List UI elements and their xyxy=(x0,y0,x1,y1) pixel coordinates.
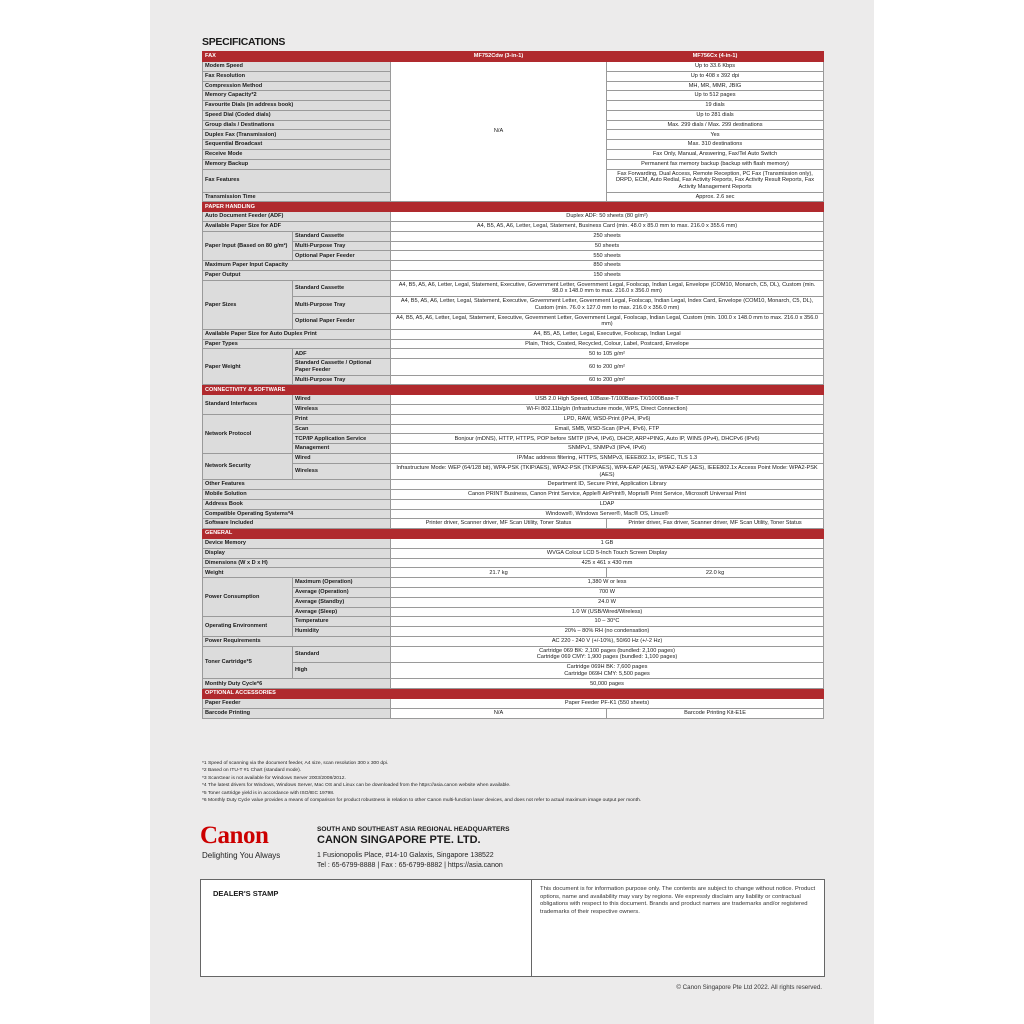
table-row xyxy=(203,509,824,519)
row-value: 1.0 W (USB/Wired/Wireless) xyxy=(391,607,824,617)
sub-label: ADF xyxy=(293,349,391,359)
row-value: 50,000 pages xyxy=(391,679,824,689)
table-row xyxy=(203,231,824,241)
row-label: Address Book xyxy=(203,499,391,509)
row-value: Max. 299 dials / Max. 299 destinations xyxy=(607,120,824,130)
table-row xyxy=(203,222,824,232)
row-value: 10 – 30°C xyxy=(391,617,824,627)
table-row xyxy=(203,424,824,434)
row-label: Available Paper Size for Auto Duplex Print xyxy=(203,329,391,339)
row-value: A4, B5, A5, A6, Letter, Legal, Statement, Executive, Government Letter, Government Legal, Foolscap, Indian Legal, Custom (min. 100.0 x 148.0 mm to max. 216.0 x 356.0 mm) xyxy=(391,313,824,329)
row-label: Duplex Fax (Transmission) xyxy=(203,130,391,140)
sub-label: Management xyxy=(293,444,391,454)
row-value: A4, B5, A5, A6, Letter, Legal, Statement, Executive, Government Letter, Government Legal, Foolscap, Indian Legal, Envelope (COM10, Monarch, C5, DL), Custom (min. 98.0 x 148.0 mm to max. 216.0 x 356.0 mm) xyxy=(391,280,824,296)
row-value: Bonjour (mDNS), HTTP, HTTPS, POP before SMTP (IPv4, IPv6), DHCP, ARP+PING, Auto IP, WINS (IPv4), DHCPv6 (IPv6) xyxy=(391,434,824,444)
table-row xyxy=(203,679,824,689)
table-row xyxy=(203,539,824,549)
row-label: Dimensions (W x D x H) xyxy=(203,558,391,568)
section-header-connectivity xyxy=(203,385,824,395)
table-row xyxy=(203,375,824,385)
toner-line: Cartridge 069 BK: 2,100 pages (bundled: 2,100 pages) xyxy=(539,647,675,654)
dealer-stamp-label: DEALER'S STAMP xyxy=(213,889,279,898)
table-row xyxy=(203,548,824,558)
sub-label: Standard Cassette xyxy=(293,280,391,296)
row-value: 24.0 W xyxy=(391,597,824,607)
sub-label: Average (Sleep) xyxy=(293,607,391,617)
row-value: 700 W xyxy=(391,587,824,597)
row-value xyxy=(391,646,824,662)
row-value: Up to 281 dials xyxy=(607,110,824,120)
footnote: *5 Toner cartridge yield is in accordance with ISO/IEC 19798. xyxy=(202,790,335,796)
table-row xyxy=(203,597,824,607)
row-value: Max. 310 destinations xyxy=(607,140,824,150)
row-label: Memory Capacity*2 xyxy=(203,91,391,101)
row-label: Display xyxy=(203,548,391,558)
row-label: Compatible Operating Systems*4 xyxy=(203,509,391,519)
row-label: Barcode Printing xyxy=(203,708,391,718)
disclaimer-text: This document is for information purpose only. The contents are subject to change without notice. Product options, name and availability may vary by regions. We expressly disclaim any liability or contractual obligations with respect to this document. Brands and product names are trademarks and/or registered trademarks of their respective owners. xyxy=(540,886,816,915)
row-value: SNMPv1, SNMPv3 (IPv4, IPv6) xyxy=(391,444,824,454)
row-value: Yes xyxy=(607,130,824,140)
copyright: © Canon Singapore Pte Ltd 2022. All rights reserved. xyxy=(676,984,822,991)
table-row xyxy=(203,607,824,617)
sub-label: Multi-Purpose Tray xyxy=(293,375,391,385)
row-value: A4, B5, A5, Letter, Legal, Executive, Foolscap, Indian Legal xyxy=(391,329,824,339)
table-row xyxy=(203,280,824,296)
table-row xyxy=(203,646,824,662)
row-value: 19 dials xyxy=(607,101,824,111)
row-label: Power Requirements xyxy=(203,636,391,646)
table-row xyxy=(203,212,824,222)
row-value: Up to 33.6 Kbps xyxy=(607,61,824,71)
row-label: Other Features xyxy=(203,480,391,490)
sub-label: Humidity xyxy=(293,627,391,637)
row-value: Plain, Thick, Coated, Recycled, Colour, Label, Postcard, Envelope xyxy=(391,339,824,349)
row-value xyxy=(391,663,824,679)
row-value: A4, B5, A5, A6, Letter, Legal, Statement, Business Card (min. 48.0 x 85.0 mm to max. 216.0 x 355.6 mm) xyxy=(391,222,824,232)
row-value-mf756cx: Printer driver, Fax driver, Scanner driver, MF Scan Utility, Toner Status xyxy=(607,519,824,529)
row-value: Department ID, Secure Print, Application Library xyxy=(391,480,824,490)
section-title: PAPER HANDLING xyxy=(203,202,824,212)
table-row xyxy=(203,699,824,709)
sub-label: Multi-Purpose Tray xyxy=(293,241,391,251)
sub-label: Standard Cassette xyxy=(293,231,391,241)
row-label: Device Memory xyxy=(203,539,391,549)
group-label: Paper Sizes xyxy=(203,280,293,329)
row-label: Auto Document Feeder (ADF) xyxy=(203,212,391,222)
section-title: OPTIONAL ACCESSORIES xyxy=(203,689,824,699)
toner-line: Cartridge 069H CMY: 5,500 pages xyxy=(564,670,650,677)
row-value: 60 to 200 g/m² xyxy=(391,359,824,375)
divider xyxy=(531,880,532,976)
row-label: Paper Output xyxy=(203,270,391,280)
row-value: LPD, RAW, WSD-Print (IPv4, IPv6) xyxy=(391,414,824,424)
row-value: 1,380 W or less xyxy=(391,578,824,588)
row-value: Approx. 2.6 sec xyxy=(607,192,824,202)
row-value: Paper Feeder PF-K1 (550 sheets) xyxy=(391,699,824,709)
table-row xyxy=(203,454,824,464)
table-row xyxy=(203,444,824,454)
sub-label: Multi-Purpose Tray xyxy=(293,297,391,313)
table-row xyxy=(203,558,824,568)
row-label: Receive Mode xyxy=(203,150,391,160)
sub-label: Optional Paper Feeder xyxy=(293,313,391,329)
page-title: SPECIFICATIONS xyxy=(202,36,286,48)
sub-label: Average (Standby) xyxy=(293,597,391,607)
row-label: Maximum Paper Input Capacity xyxy=(203,261,391,271)
table-row xyxy=(203,636,824,646)
row-label: Sequential Broadcast xyxy=(203,140,391,150)
row-value: Wi-Fi 802.11b/g/n (Infrastructure mode, WPS, Direct Connection) xyxy=(391,405,824,415)
company-contact: Tel : 65-6799-8888 | Fax : 65-6799-8882 | https://asia.canon xyxy=(317,862,503,869)
sub-label: Maximum (Operation) xyxy=(293,578,391,588)
row-value: MH, MR, MMR, JBIG xyxy=(607,81,824,91)
table-row xyxy=(203,349,824,359)
table-row xyxy=(203,708,824,718)
sub-label: Wireless xyxy=(293,405,391,415)
row-label: Monthly Duty Cycle*6 xyxy=(203,679,391,689)
tagline: Delighting You Always xyxy=(202,851,281,860)
row-label: Paper Feeder xyxy=(203,699,391,709)
row-value-mf752cdw: N/A xyxy=(391,708,607,718)
footnote: *3 ScanGear is not available for Windows Server 2003/2008/2012. xyxy=(202,775,346,781)
table-row xyxy=(203,313,824,329)
row-value-mf756cx: Barcode Printing Kit-E1E xyxy=(607,708,824,718)
table-row xyxy=(203,270,824,280)
table-row xyxy=(203,359,824,375)
table-row xyxy=(203,61,824,71)
row-value: Infrastructure Mode: WEP (64/128 bit), WPA-PSK (TKIP/AES), WPA2-PSK (TKIP/AES), WPA-EAP (AES), WPA2-EAP (AES), IEEE802.1x Access Point Mode: WPA2-PSK (AES) xyxy=(391,463,824,479)
row-label: Software Included xyxy=(203,519,391,529)
row-label: Memory Backup xyxy=(203,159,391,169)
spec-table xyxy=(202,51,824,719)
table-row xyxy=(203,663,824,679)
row-value: 550 sheets xyxy=(391,251,824,261)
sub-label: TCP/IP Application Service xyxy=(293,434,391,444)
sub-label: Wireless xyxy=(293,463,391,479)
spec-sheet-page xyxy=(150,0,874,1024)
row-label: Mobile Solution xyxy=(203,489,391,499)
row-value: Up to 408 x 392 dpi xyxy=(607,71,824,81)
column-header-mf756cx: MF756Cx (4-in-1) xyxy=(607,52,824,62)
table-row xyxy=(203,480,824,490)
group-label: Paper Weight xyxy=(203,349,293,385)
footnote: *1 Speed of scanning via the document feeder, A4 size, scan resolution 300 x 300 dpi. xyxy=(202,761,389,766)
section-header-fax xyxy=(203,52,824,62)
table-row xyxy=(203,261,824,271)
table-row xyxy=(203,395,824,405)
table-row xyxy=(203,463,824,479)
sub-label: High xyxy=(293,663,391,679)
fax-na-value: N/A xyxy=(391,61,607,201)
toner-line: Cartridge 069 CMY: 1,900 pages (bundled: 1,100 pages) xyxy=(536,654,678,661)
row-value: Email, SMB, WSD-Scan (IPv4, IPv6), FTP xyxy=(391,424,824,434)
row-value: 60 to 200 g/m² xyxy=(391,375,824,385)
row-value: 250 sheets xyxy=(391,231,824,241)
sub-label: Average (Operation) xyxy=(293,587,391,597)
toner-line: Cartridge 069H BK: 7,600 pages xyxy=(566,664,648,671)
row-label: Favourite Dials (in address book) xyxy=(203,101,391,111)
group-label: Network Security xyxy=(203,454,293,480)
row-value: 20% – 80% RH (no condensation) xyxy=(391,627,824,637)
row-value-mf756cx: 22.0 kg xyxy=(607,568,824,578)
row-value: AC 220 - 240 V (+/-10%), 50/60 Hz (+/-2 Hz) xyxy=(391,636,824,646)
row-value: 50 sheets xyxy=(391,241,824,251)
row-value: Permanent fax memory backup (backup with flash memory) xyxy=(607,159,824,169)
canon-logo: Canon xyxy=(200,822,269,849)
table-row xyxy=(203,489,824,499)
hq-heading: SOUTH AND SOUTHEAST ASIA REGIONAL HEADQUARTERS xyxy=(317,826,510,833)
row-label: Transmission Time xyxy=(203,192,391,202)
row-value: Duplex ADF: 50 sheets (80 g/m²) xyxy=(391,212,824,222)
dealer-stamp-box xyxy=(200,879,825,977)
table-row xyxy=(203,251,824,261)
sub-label: Standard xyxy=(293,646,391,662)
row-label: Weight xyxy=(203,568,391,578)
row-value: Canon PRINT Business, Canon Print Service, Apple® AirPrint®, Mopria® Print Service, Microsoft Universal Print xyxy=(391,489,824,499)
group-label: Standard Interfaces xyxy=(203,395,293,415)
table-row xyxy=(203,241,824,251)
row-value: LDAP xyxy=(391,499,824,509)
row-value: IP/Mac address filtering, HTTPS, SNMPv3, IEEE802.1x, IPSEC, TLS 1.3 xyxy=(391,454,824,464)
table-row xyxy=(203,617,824,627)
section-title: GENERAL xyxy=(203,529,824,539)
row-value: A4, B5, A5, A6, Letter, Legal, Statement, Executive, Government Letter, Government Legal, Foolscap, Indian Legal, Index Card, Envelope (COM10, Monarch, C5, DL), Custom (min. 76.0 x 127.0 mm to max. 216.0 x 356.0 mm) xyxy=(391,297,824,313)
footnote: *6 Monthly Duty Cycle value provides a means of comparison for product robustness in relation to other Canon multi-function laser devices, and does not refer to actual maximum image output per month. xyxy=(202,798,642,804)
row-value: 150 sheets xyxy=(391,270,824,280)
table-row xyxy=(203,297,824,313)
footnote: *4 The latest drivers for Windows, Windows Server, Mac OS and Linux can be downloaded from the https://asia.canon website when available. xyxy=(202,783,511,789)
section-header-general xyxy=(203,529,824,539)
sub-label: Standard Cassette / Optional Paper Feeder xyxy=(293,359,391,375)
group-label: Network Protocol xyxy=(203,414,293,453)
row-value-mf752cdw: 21.7 kg xyxy=(391,568,607,578)
group-label: Toner Cartridge*5 xyxy=(203,646,293,679)
table-row xyxy=(203,627,824,637)
row-value: 850 sheets xyxy=(391,261,824,271)
table-row xyxy=(203,329,824,339)
row-value: 50 to 105 g/m² xyxy=(391,349,824,359)
table-row xyxy=(203,587,824,597)
section-title: FAX xyxy=(203,52,391,62)
section-title: CONNECTIVITY & SOFTWARE xyxy=(203,385,824,395)
sub-label: Wired xyxy=(293,395,391,405)
table-row xyxy=(203,519,824,529)
section-header-optional-accessories xyxy=(203,689,824,699)
row-value: Fax Only, Manual, Answering, Fax/Tel Auto Switch xyxy=(607,150,824,160)
row-label: Modem Speed xyxy=(203,61,391,71)
group-label: Operating Environment xyxy=(203,617,293,637)
table-row xyxy=(203,578,824,588)
sub-label: Scan xyxy=(293,424,391,434)
row-value-mf752cdw: Printer driver, Scanner driver, MF Scan Utility, Toner Status xyxy=(391,519,607,529)
column-header-mf752cdw: MF752Cdw (3-in-1) xyxy=(391,52,607,62)
section-header-paper-handling xyxy=(203,202,824,212)
row-value: WVGA Colour LCD 5-Inch Touch Screen Display xyxy=(391,548,824,558)
table-row xyxy=(203,339,824,349)
group-label: Power Consumption xyxy=(203,578,293,617)
row-value: Fax Forwarding, Dual Access, Remote Reception, PC Fax (Transmission only), DRPD, ECM, Auto Redial, Fax Activity Reports, Fax Activity Result Reports, Fax Activity Management Reports xyxy=(607,169,824,192)
sub-label: Print xyxy=(293,414,391,424)
footnote: *2 Based on ITU-T #1 Chart (standard mode). xyxy=(202,768,302,774)
row-label: Available Paper Size for ADF xyxy=(203,222,391,232)
table-row xyxy=(203,414,824,424)
row-label: Group dials / Destinations xyxy=(203,120,391,130)
group-label: Paper Input (Based on 80 g/m²) xyxy=(203,231,293,260)
row-value: 425 x 461 x 430 mm xyxy=(391,558,824,568)
sub-label: Optional Paper Feeder xyxy=(293,251,391,261)
table-row xyxy=(203,434,824,444)
row-label: Paper Types xyxy=(203,339,391,349)
row-value: 1 GB xyxy=(391,539,824,549)
row-label: Speed Dial (Coded dials) xyxy=(203,110,391,120)
company-name: CANON SINGAPORE PTE. LTD. xyxy=(317,834,481,846)
table-row xyxy=(203,405,824,415)
sub-label: Temperature xyxy=(293,617,391,627)
company-address: 1 Fusionopolis Place, #14-10 Galaxis, Singapore 138522 xyxy=(317,852,494,859)
row-value: Up to 512 pages xyxy=(607,91,824,101)
row-label: Fax Features xyxy=(203,169,391,192)
row-value: USB 2.0 High Speed, 10Base-T/100Base-TX/1000Base-T xyxy=(391,395,824,405)
sub-label: Wired xyxy=(293,454,391,464)
table-row xyxy=(203,499,824,509)
table-row xyxy=(203,568,824,578)
footnotes xyxy=(202,760,822,804)
row-value: Windows®, Windows Server®, Mac® OS, Linux® xyxy=(391,509,824,519)
row-label: Fax Resolution xyxy=(203,71,391,81)
row-label: Compression Method xyxy=(203,81,391,91)
